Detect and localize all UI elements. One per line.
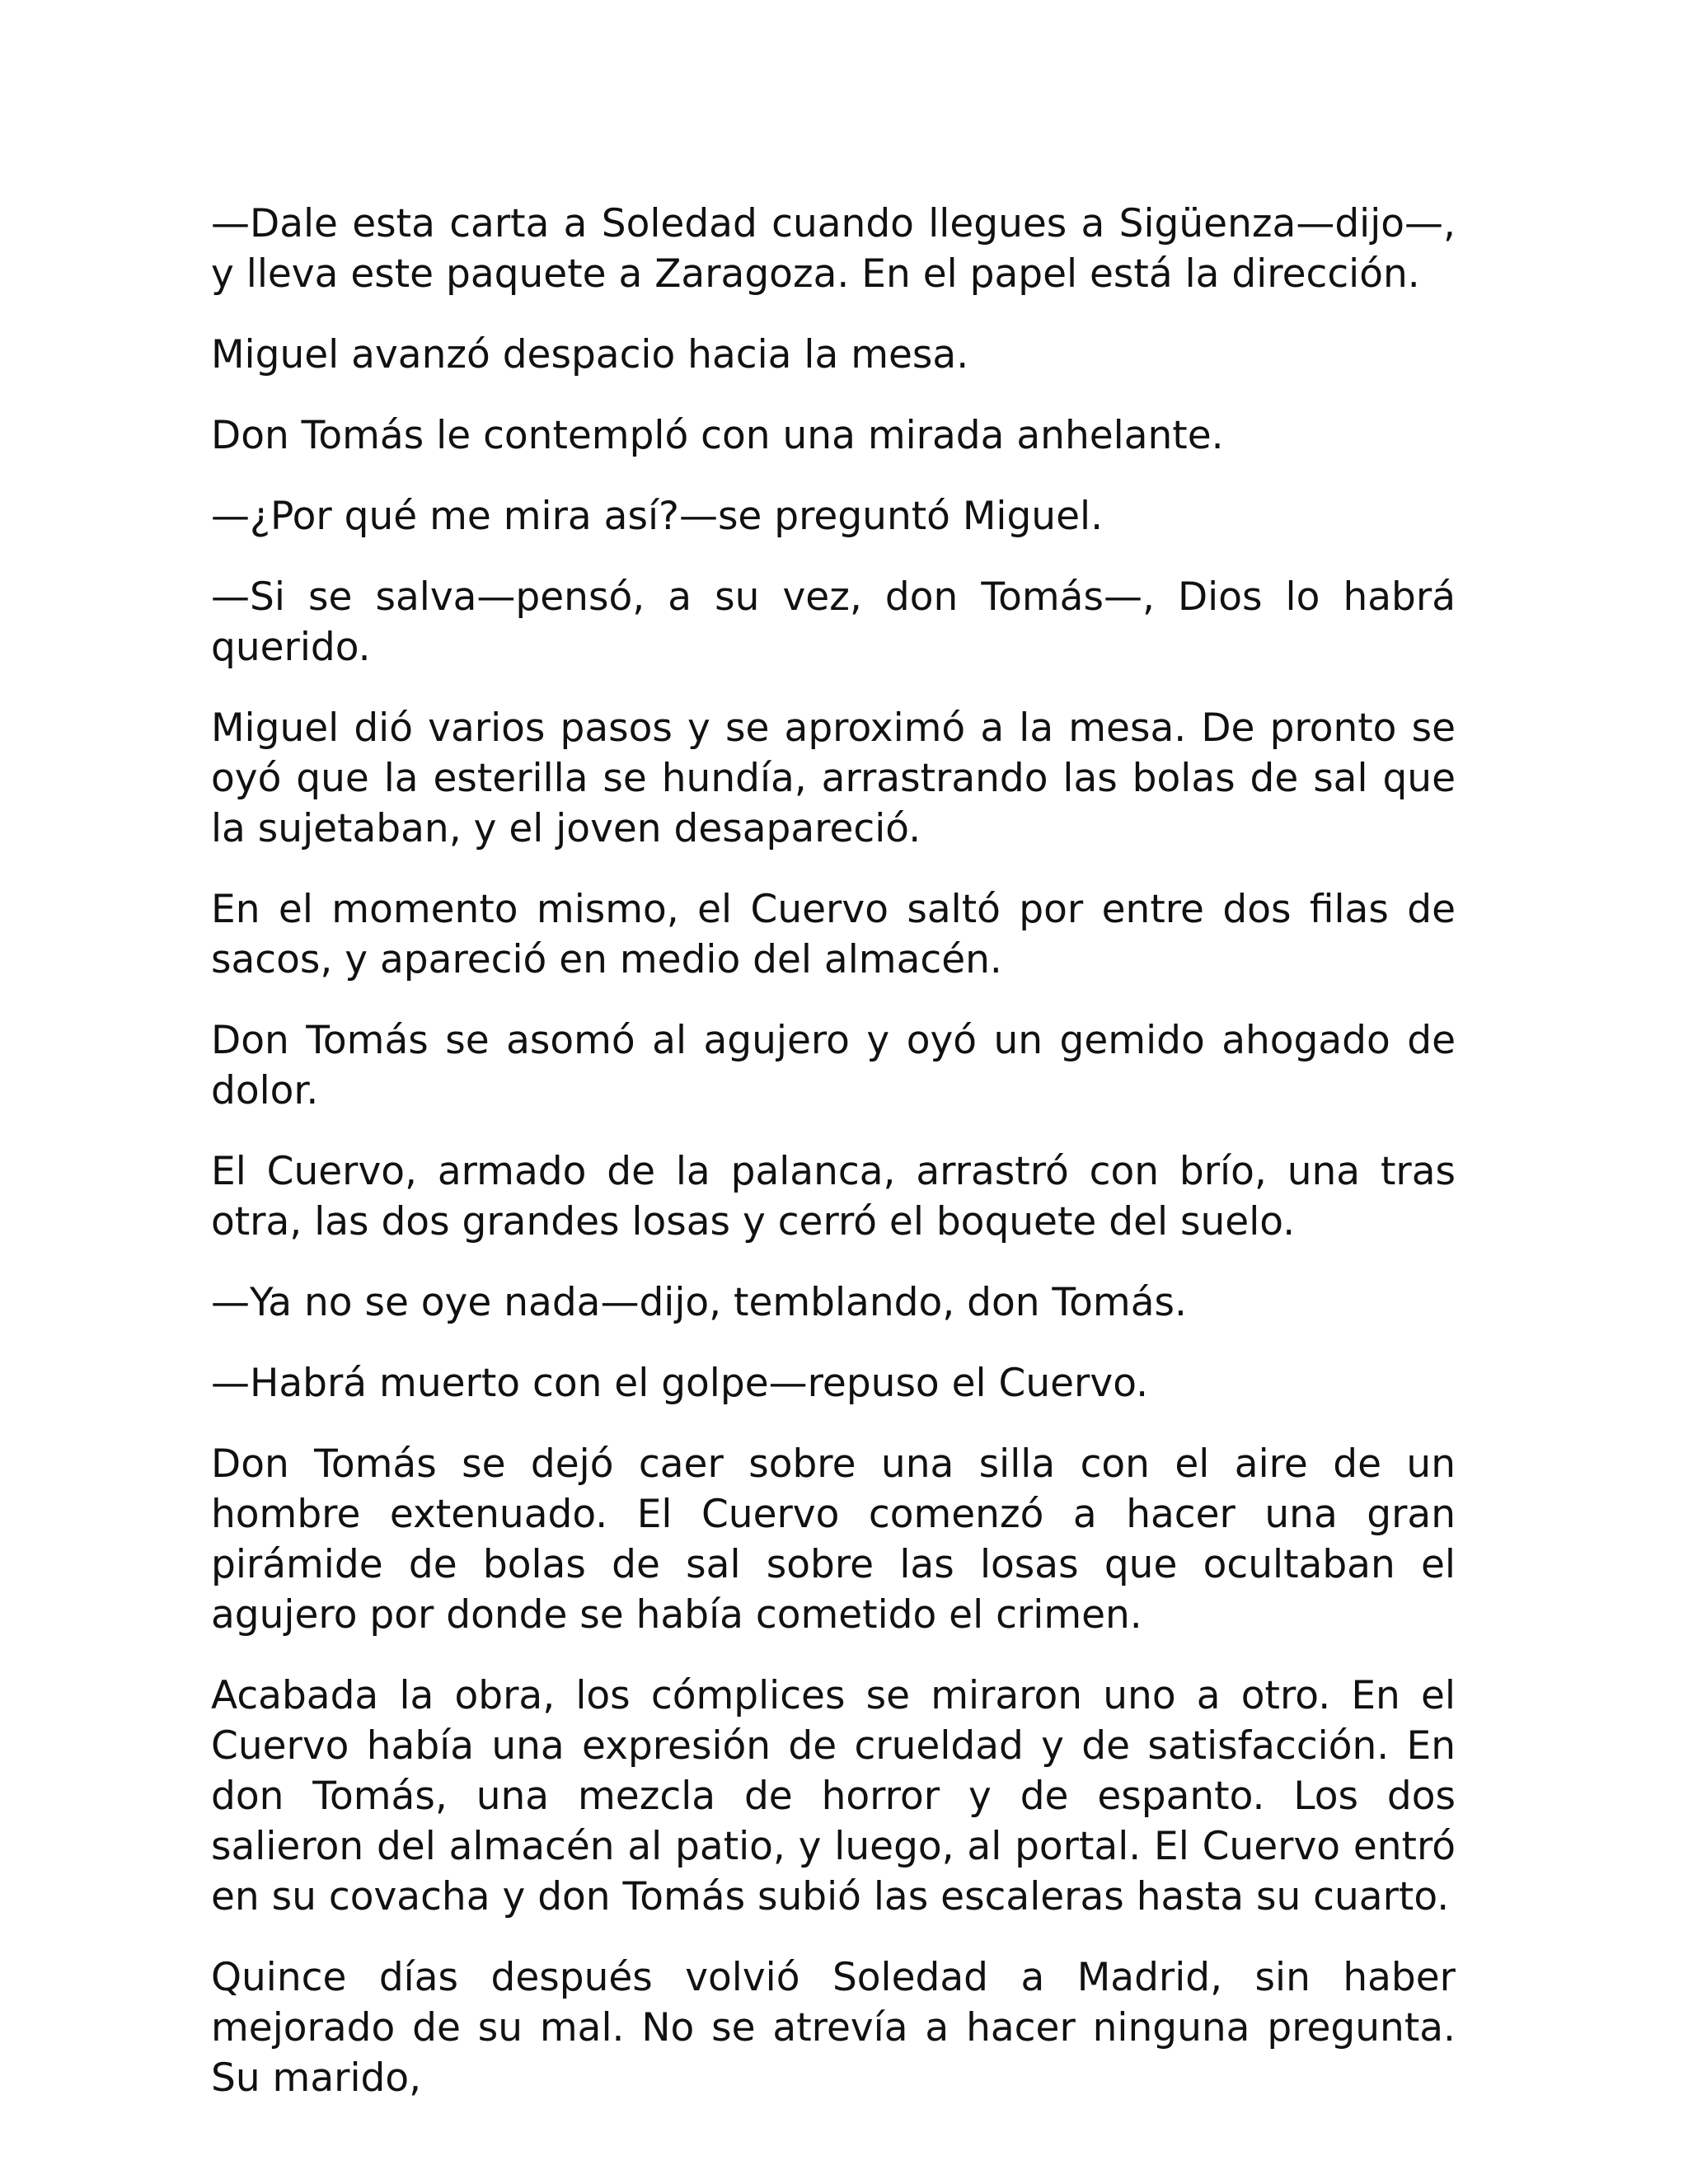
paragraph: Miguel avanzó despacio hacia la mesa. xyxy=(211,332,969,377)
paragraph: —Ya no se oye nada—dijo, temblando, don Tomás. xyxy=(211,1280,1187,1325)
paragraph: —Si se salva—pensó, a su vez, don Tomás—, Dios lo habrá querido. xyxy=(211,574,1456,670)
paragraph: En el momento mismo, el Cuervo saltó por entre dos filas de sacos, y apareció en medio del almacén. xyxy=(211,887,1456,982)
paragraph: Miguel dió varios pasos y se aproximó a la mesa. De pronto se oyó que la esterilla se hundía, arrastrando las bolas de sal que la sujetaban, y el joven desapareció. xyxy=(211,705,1456,851)
paragraph: Acabada la obra, los cómplices se miraron uno a otro. En el Cuervo había una expresión de crueldad y de satisfacción. En don Tomás, una mezcla de horror y de espanto. Los dos salieron del almacén al patio, y luego, al portal. El Cuervo entró en su covacha y don Tomás subió las escaleras hasta su cuarto. xyxy=(211,1673,1456,1919)
document-page xyxy=(211,199,1456,2103)
paragraph: Don Tomás se dejó caer sobre una silla con el aire de un hombre extenuado. El Cuervo comenzó a hacer una gran pirámide de bolas de sal sobre las losas que ocultaban el agujero por donde se había cometido el crimen. xyxy=(211,1441,1456,1638)
paragraph: El Cuervo, armado de la palanca, arrastró con brío, una tras otra, las dos grandes losas y cerró el boquete del suelo. xyxy=(211,1149,1456,1244)
paragraph: —Habrá muerto con el golpe—repuso el Cuervo. xyxy=(211,1361,1149,1406)
paragraph: Quince días después volvió Soledad a Madrid, sin haber mejorado de su mal. No se atrevía a hacer ninguna pregunta. Su marido, xyxy=(211,1955,1456,2101)
paragraph: —Dale esta carta a Soledad cuando llegues a Sigüenza—dijo—, y lleva este paquete a Zaragoza. En el papel está la dirección. xyxy=(211,201,1456,297)
paragraph: —¿Por qué me mira así?—se preguntó Miguel. xyxy=(211,494,1104,539)
paragraph: Don Tomás le contempló con una mirada anhelante. xyxy=(211,413,1224,458)
paragraph: Don Tomás se asomó al agujero y oyó un gemido ahogado de dolor. xyxy=(211,1018,1456,1113)
